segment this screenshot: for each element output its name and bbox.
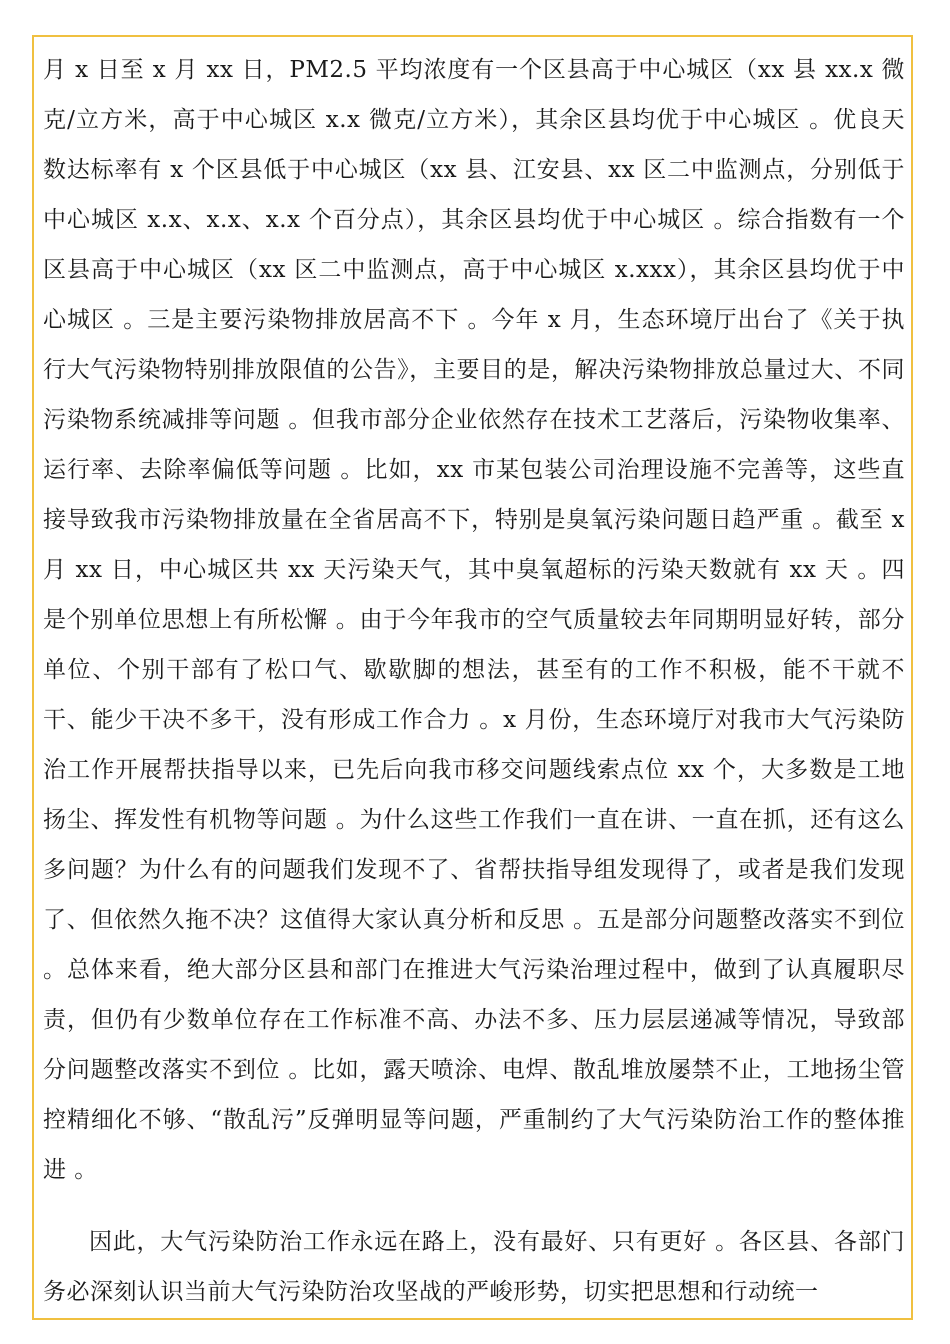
page-border bbox=[32, 35, 913, 1320]
paragraph-1: 月 x 日至 x 月 xx 日，PM2.5 平均浓度有一个区县高于中心城区（xx 县 xx.x 微克/立方米，高于中心城区 x.x 微克/立方米），其余区县均优于中心城区 。优良天数达标率有 x 个区县低于中心城区（xx 县、江安县、xx 区二中监测点，分别低于中心城区 x.x、x.x、x.x 个百分点），其余区县均优于中心城区 。综合指数有一个区县高于中心城区（xx 区二中监测点，高于中心城区 x.xxx），其余区县均优于中心城区 。三是主要污染物排放居高不下 。今年 x 月，生态环境厅出台了《关于执行大气污染物特别排放限值的公告》，主要目的是，解决污染物排放总量过大、不同污染物系统减排等问题 。但我市部分企业依然存在技术工艺落后，污染物收集率、运行率、去除率偏低等问题 。比如，xx 市某包装公司治理设施不完善等，这些直接导致我市污染物排放量在全省居高不下，特别是臭氧污染问题日趋严重 。截至 x 月 xx 日，中心城区共 xx 天污染天气，其中臭氧超标的污染天数就有 xx 天 。四是个别单位思想上有所松懈 。由于今年我市的空气质量较去年同期明显好转，部分单位、个别干部有了松口气、歇歇脚的想法，甚至有的工作不积极，能不干就不干、能少干决不多干，没有形成工作合力 。x 月份，生态环境厅对我市大气污染防治工作开展帮扶指导以来，已先后向我市移交问题线索点位 xx 个，大多数是工地扬尘、挥发性有机物等问题 。为什么这些工作我们一直在讲、一直在抓，还有这么多问题？为什么有的问题我们发现不了、省帮扶指导组发现得了，或者是我们发现了、但依然久拖不决？这值得大家认真分析和反思 。五是部分问题整改落实不到位 。总体来看，绝大部分区县和部门在推进大气污染治理过程中，做到了认真履职尽责，但仍有少数单位存在工作标准不高、办法不多、压力层层递减等情况，导致部分问题整改落实不到位 。比如，露天喷涂、电焊、散乱堆放屡禁不止，工地扬尘管控精细化不够、“散乱污”反弹明显等问题，严重制约了大气污染防治工作的整体推进 。 bbox=[43, 57, 905, 1183]
document-body bbox=[43, 45, 905, 1317]
paragraph-2: 因此，大气污染防治工作永远在路上，没有最好、只有更好 。各区县、各部门务必深刻认识当前大气污染防治攻坚战的严峻形势，切实把思想和行动统一 bbox=[43, 1229, 905, 1305]
